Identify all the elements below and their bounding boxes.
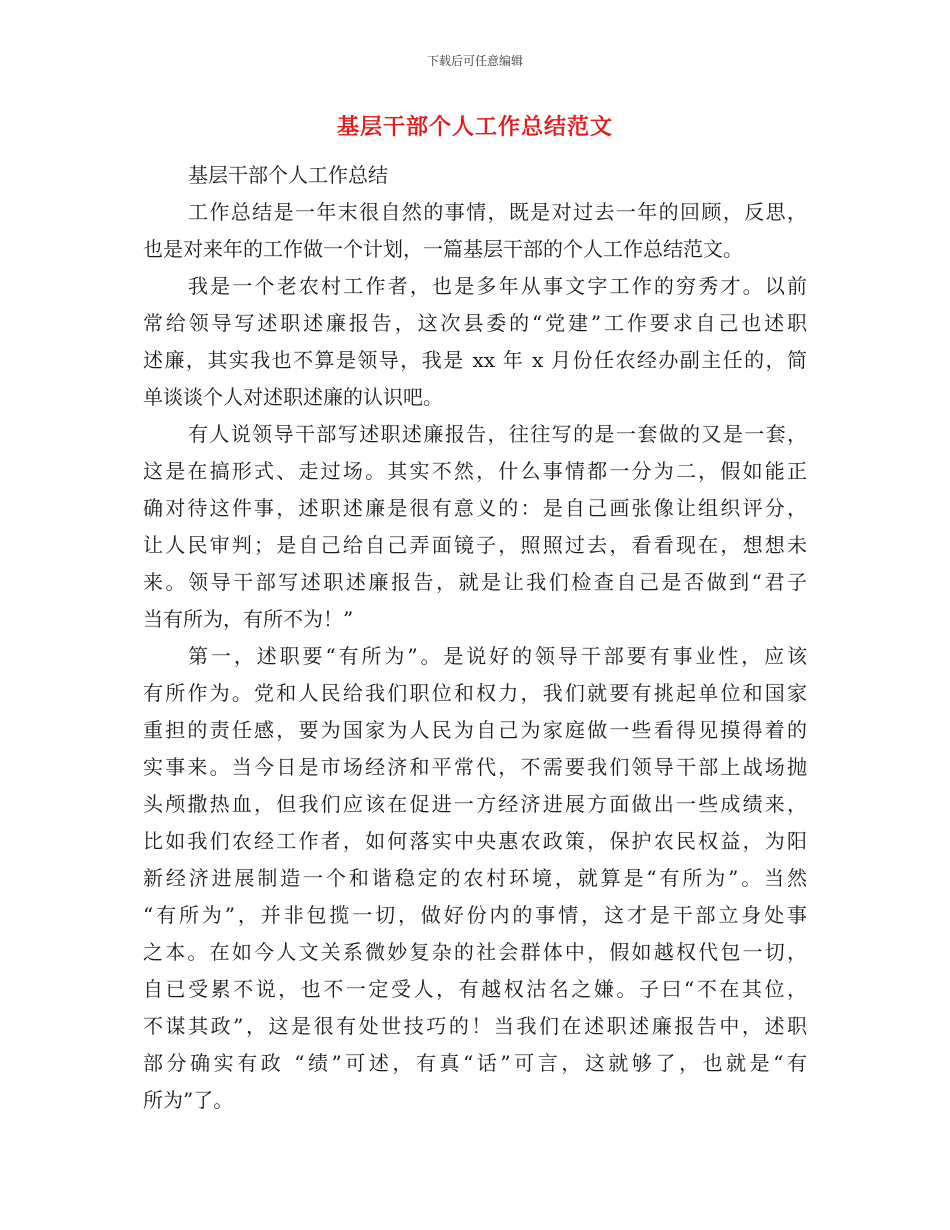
text-line: 第一，述职要“有所为”。是说好的领导干部要有事业性，应该 — [188, 644, 807, 668]
text-line: 实事来。当今日是市场经济和平常代，不需要我们领导干部上战场抛 — [143, 755, 807, 779]
text-line: 单谈谈个人对述职述廉的认识吧。 — [143, 385, 443, 409]
text-line: 比如我们农经工作者，如何落实中央惠农政策，保护农民权益，为阳 — [143, 829, 807, 853]
text-line: 来。领导干部写述职述廉报告，就是让我们检查自己是否做到“君子 — [143, 570, 807, 594]
text-line: 工作总结是一年末很自然的事情，既是对过去一年的回顾，反思， — [188, 200, 807, 224]
text-line: 重担的责任感，要为国家为人民为自己为家庭做一些看得见摸得着的 — [143, 718, 807, 742]
page-header: 下载后可任意编辑 — [426, 54, 523, 68]
text-line: 基层干部个人工作总结 — [188, 163, 388, 187]
text-line: 之本。在如今人文关系微妙复杂的社会群体中，假如越权代包一切， — [143, 940, 807, 964]
text-line: 不谋其政”，这是很有处世技巧的！当我们在述职述廉报告中，述职 — [143, 1014, 807, 1038]
text-line: 部分确实有政 “绩”可述，有真“话”可言，这就够了，也就是“有 — [143, 1051, 807, 1075]
text-line: 我是一个老农村工作者，也是多年从事文字工作的穷秀才。以前 — [188, 274, 807, 298]
text-line: 当有所为，有所不为！” — [143, 607, 354, 631]
text-line: 自已受累不说，也不一定受人，有越权沽名之嫌。子曰“不在其位， — [143, 977, 807, 1001]
text-line: 让人民审判；是自己给自己弄面镜子，照照过去，看看现在，想想未 — [143, 533, 807, 557]
text-line: 这是在搞形式、走过场。其实不然，什么事情都一分为二，假如能正 — [143, 459, 807, 483]
text-line: 新经济进展制造一个和谐稳定的农村环境，就算是“有所为”。当然 — [143, 866, 807, 890]
text-line: 述廉，其实我也不算是领导，我是 xx 年 x 月份任农经办副主任的，简 — [143, 348, 807, 372]
document-body — [143, 157, 807, 1119]
text-line: 确对待这件事，述职述廉是很有意义的：是自己画张像让组织评分， — [143, 496, 807, 520]
text-line: 常给领导写述职述廉报告，这次县委的“党建”工作要求自己也述职 — [143, 311, 807, 335]
text-line: 所为”了。 — [143, 1088, 234, 1112]
text-line: “有所为”，并非包揽一切，做好份内的事情，这才是干部立身处事 — [143, 903, 807, 927]
document-title: 基层干部个人工作总结范文 — [336, 115, 613, 140]
text-line: 有人说领导干部写述职述廉报告，往往写的是一套做的又是一套， — [188, 422, 807, 446]
text-line: 也是对来年的工作做一个计划，一篇基层干部的个人工作总结范文。 — [143, 237, 743, 261]
text-line: 头颅撒热血，但我们应该在促进一方经济进展方面做出一些成绩来， — [143, 792, 807, 816]
text-line: 有所作为。党和人民给我们职位和权力，我们就要有挑起单位和国家 — [143, 681, 807, 705]
